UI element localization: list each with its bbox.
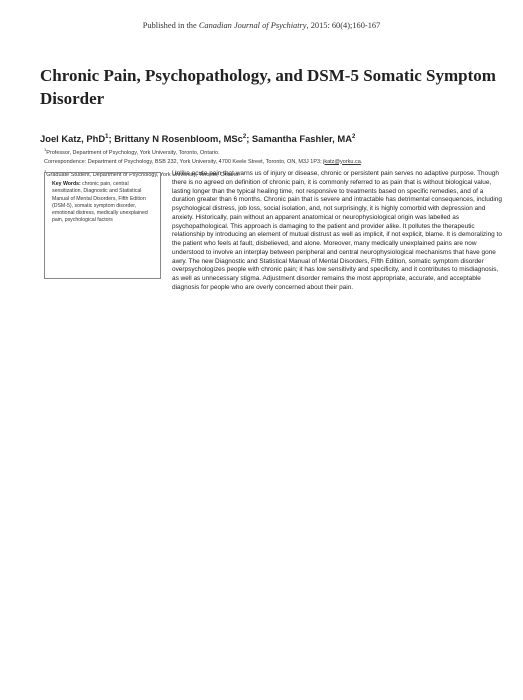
author-2-name: ; Brittany N Rosenbloom, MSc bbox=[108, 133, 243, 144]
correspondence-end: . bbox=[360, 158, 363, 165]
journal-name: Canadian Journal of Psychiatry bbox=[198, 21, 307, 30]
correspondence bbox=[44, 158, 504, 167]
affiliation-1 bbox=[44, 149, 504, 158]
publication-line bbox=[0, 21, 523, 30]
publication-prefix: Published in the bbox=[142, 21, 199, 30]
keywords-text bbox=[52, 181, 152, 225]
keywords-label: Key Words: bbox=[52, 181, 81, 187]
affiliation-2-text: Graduate Student, Department of Psychology, York University, Toronto, Ontario. bbox=[46, 172, 240, 179]
author-3-name: ; Samantha Fashler, MA bbox=[246, 133, 352, 144]
author-list bbox=[40, 133, 500, 144]
correspondence-address: Correspondence: Department of Psychology, BSB 232, York University, 4700 Keele Street, Toronto, ON, M3J 1P3; bbox=[44, 158, 324, 165]
affiliation-1-text: Professor, Department of Psychology, York University, Toronto, Ontario. bbox=[46, 150, 220, 156]
keywords-box bbox=[44, 172, 161, 279]
author-1-affiliation-mark: 1 bbox=[105, 133, 109, 140]
author-1-name: Joel Katz, PhD bbox=[40, 133, 106, 144]
publication-details: , 2015: 60(4);160-167 bbox=[306, 21, 381, 30]
affiliation-1-mark: 1 bbox=[44, 147, 47, 153]
author-3-affiliation-mark: 2 bbox=[351, 133, 356, 140]
author-2-affiliation-mark: 2 bbox=[242, 133, 247, 140]
keywords-list: chronic pain, central sensitization, Diagnostic and Statistical Manual of Mental Disorders, Fifth Edition (DSM-5), somatic symptom disorder, emotional distress, medically unexplained pain, psychological factors bbox=[52, 181, 148, 224]
article-title: Chronic Pain, Psychopathology, and DSM-5 Somatic Symptom Disorder bbox=[40, 66, 496, 108]
abstract: Unlike acute pain that warns us of injury or disease, chronic or persistent pain serves no adaptive purpose. Though there is no agreed on definition of chronic pain, it is commonly referred to as pain that is without biological value, lasting longer than the typical healing time, not responsive to treatments based on specific remedies, and of a duration greater than 6 months. Chronic pain that is severe and intractable has detrimental consequences, including psychological distress, job loss, social isolation, and, not surprisingly, it is highly comorbid with depression and anxiety. Historically, pain without an apparent anatomical or neurophysiological origin was labelled as psychopathological. This approach is damaging to the patient and provider alike. It pollutes the therapeutic relationship by introducing an element of mutual distrust as well as implicit, if not explicit, blame. It is demoralizing to the patient who feels at fault, disbelieved, and alone. Moreover, many medically unexplained pains are now understood to involve an interplay between peripheral and central neurophysiological mechanisms that have gone awry. The new Diagnostic and Statistical Manual of Mental Disorders, Fifth Edition, somatic symptom disorder overpsychologizes people with chronic pain; it has low sensitivity and specificity, and it contributes to misdiagnosis, as well as unnecessary stigma. Adjustment disorder remains the most appropriate, accurate, and acceptable diagnosis for people who are overly concerned about their pain. bbox=[172, 170, 502, 291]
correspondence-email-link[interactable]: jkatz@yorku.ca bbox=[323, 158, 361, 165]
affiliation-2-mark: 2 bbox=[44, 169, 47, 175]
